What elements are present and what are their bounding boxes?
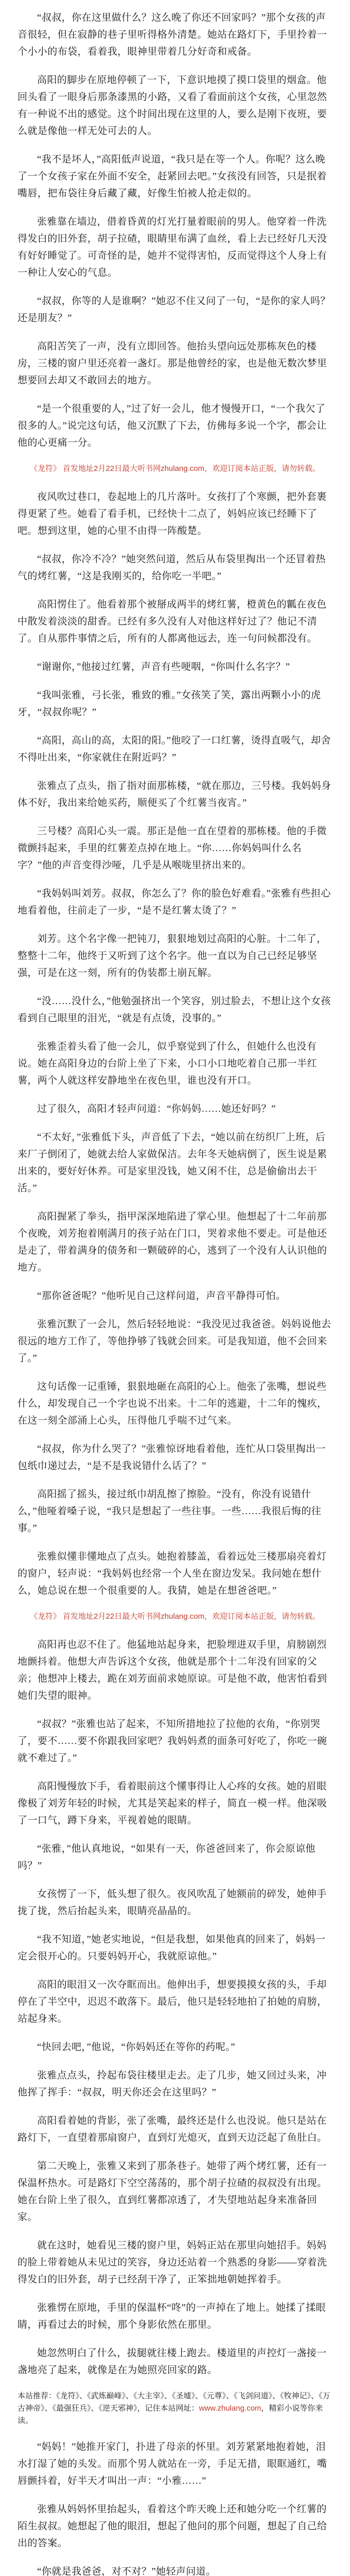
promo-link[interactable]: www.zhulang.com	[199, 2404, 261, 2413]
promo-tail: ，精彩小说等你来读。	[18, 2404, 323, 2425]
paragraph: 女孩愣了一下，低头想了很久。夜风吹乱了她额前的碎发，她伸手拢了拢，然后抬起头来，眼睛亮晶晶的。	[18, 1889, 327, 1917]
paragraph: “快回去吧，”他说，“你妈妈还在等你的药呢。”	[37, 2042, 235, 2053]
paragraph: 张雅似懂非懂地点了点头。她抱着膝盖，看着远处三楼那扇亮着灯的窗户，轻声说：“我妈妈也经常一个人坐在窗边发呆。我问她在想什么，她总说在想一个很重要的人。我猜，她是在想爸爸吧。”	[18, 1551, 327, 1596]
paragraph: 刘芳。这个名字像一把钝刀，狠狠地划过高阳的心脏。十二年了，整整十二年，他终于又听到了这个名字。他一直以为自己已经足够坚强，可是在这一刻，所有的伪装都土崩瓦解。	[18, 934, 327, 978]
paragraph: 高阳愣住了。他看着那个被掰成两半的烤红薯，橙黄色的瓤在夜色中散发着淡淡的甜香。已经有多久没有人对他这样好过了？他记不清了。自从那件事情之后，所有的人都离他远去，连一句问候都没有。	[18, 599, 327, 644]
paragraph: “妈妈！”她推开家门，扑进了母亲的怀里。刘芳紧紧地抱着她，泪水打湿了她的头发。而那个男人就站在一旁，手足无措，眼眶通红，嘴唇颤抖着，好半天才叫出一声：“小雅……”	[18, 2442, 327, 2486]
paragraph: 高阳的脚步在原地停顿了一下，下意识地摸了摸口袋里的烟盒。他回头看了一眼身后那条漆黑的小路，又看了看面前这个女孩，心里忽然有一种说不出的感觉。这个时间出现在这里的人，要么是刚下夜班，要么就是像他一样无处可去的人。	[18, 75, 327, 137]
paragraph: 高阳再也忍不住了。他猛地站起身来，把脸埋进双手里，肩膀剧烈地颤抖着。他想大声告诉这个女孩，他就是那个十二年没有回家的父亲；他想冲上楼去，跪在刘芳面前求她原谅。可是他不敢，他害怕看到她们失望的眼神。	[18, 1639, 327, 1701]
paragraph: 高阳慢慢放下手，看着眼前这个懂事得让人心疼的女孩。她的眉眼像极了刘芳年轻的时候，尤其是笑起来的样子，简直一模一样。他深吸了一口气，蹲下身来，平视着她的眼睛。	[18, 1781, 327, 1826]
paragraph: 她忽然明白了什么，拔腿就往楼上跑去。楼道里的声控灯一盏接一盏地亮了起来，就像是在为她照亮回家的路。	[18, 2348, 327, 2376]
paragraph: 张雅从妈妈怀里抬起头，看着这个昨天晚上还和她分吃一个红薯的陌生叔叔。她想起了他的眼泪，想起了他问的那个问题，想起了自己给出的答案。	[18, 2504, 327, 2549]
paragraph: 过了很久，高阳才轻声问道：“你妈妈……她还好吗？”	[37, 1104, 276, 1114]
paragraph: 这句话像一记重锤，狠狠地砸在高阳的心上。他张了张嘴，想说些什么，却发现自己一个字也说不出来。十二年的逃避，十二年的愧疚，在这一刻全部涌上心头，压得他几乎喘不过气来。	[18, 1381, 327, 1426]
paragraph: “不太好，”张雅低下头，声音低了下去，“她以前在纺织厂上班，后来厂子倒闭了，她就去给人家做保洁。去年冬天她病倒了，医生说是累出来的，要好好休养。可是家里没钱，她又闲不住，总是偷偷出去干活。”	[18, 1132, 327, 1194]
paragraph: “没……没什么，”他勉强挤出一个笑容，别过脸去，不想让这个女孩看到自己眼里的泪光，“就是有点烫，没事的。”	[18, 996, 331, 1024]
paragraph: 第二天晚上，张雅又来到了那条巷子。她带了两个烤红薯，还有一保温杯热水。可是路灯下空空荡荡的，那个胡子拉碴的叔叔没有出现。她在台阶上坐了很久，直到红薯都凉透了，才失望地站起身来准备回家。	[18, 2161, 327, 2223]
paragraph: “叔叔，你冷不冷？”她突然问道，然后从布袋里掏出一个还冒着热气的烤红薯，“这是我刚买的，给你吃一半吧。”	[18, 554, 326, 582]
paragraph: 张雅歪着头看了他一会儿，似乎察觉到了什么，但她什么也没有说。她在高阳身边的台阶上坐了下来，小口小口地吃着自己那一半红薯，两个人就这样安静地坐在夜色里，谁也没有开口。	[18, 1041, 318, 1086]
paragraph: “是一个很重要的人，”过了好一会儿，他才慢慢开口，“一个我欠了很多的人。”说完这句话，他又沉默了下去，仿佛每多说一个字，都会让他的心更痛一分。	[18, 403, 327, 448]
paragraph: “高阳，高山的高，太阳的阳。”他咬了一口红薯，烫得直吸气，却舍不得吐出来，“你家就住在附近吗？”	[18, 735, 331, 763]
paragraph: “叔叔？”张雅也站了起来，不知所措地拉了拉他的衣角，“你别哭了，要不……要不你跟我回家吧？我妈妈煮的面条可好吃了，你吃一碗就不难过了。”	[18, 1719, 327, 1764]
paragraph: 张雅靠在墙边，借着昏黄的灯光打量着眼前的男人。他穿着一件洗得发白的旧外套，胡子拉碴，眼睛里布满了血丝，看上去已经好几天没有好好睡觉了。可奇怪的是，她并不觉得害怕，反而觉得这个人身上有一种让人安心的气息。	[18, 216, 327, 278]
paragraph: “叔叔，你为什么哭了？”张雅惊讶地看着他，连忙从口袋里掏出一包纸巾递过去，“是不是我说错什么话了？”	[18, 1444, 326, 1471]
paragraph: “叔叔，你等的人是谁啊？”她忍不住又问了一句，“是你的家人吗？还是朋友？”	[18, 296, 330, 324]
paragraph: 张雅沉默了一会儿，然后轻轻地说：“我没见过我爸爸。妈妈说他去很远的地方工作了，等他挣够了钱就会回来。可是我知道，他不会回来了。”	[18, 1319, 331, 1364]
source-notice: 《龙符》 首发地址2月22日最大听书网zhulang.com，欢迎订阅本站正版，请勿转载。	[29, 464, 321, 473]
paragraph: 就在这时，她看见三楼的窗户里，妈妈正站在那里向她招手。妈妈的脸上带着她从未见过的笑容，身边还站着一个熟悉的身影——穿着洗得发白的旧外套，胡子已经刮干净了，正笨拙地朝她挥着手。	[18, 2240, 327, 2285]
paragraph: “叔叔，你在这里做什么？这么晚了你还不回家吗？”那个女孩的声音很轻，但在寂静的巷子里听得格外清楚。她站在路灯下，手里拎着一个小小的布袋，看着我，眼神里带着几分好奇和戒备。	[18, 12, 327, 57]
paragraph: “我不是坏人，”高阳低声说道，“我只是在等一个人。你呢？这么晚了一个女孩子家在外面不安全，赶紧回去吧。”女孩没有回答，只是抿着嘴唇，把布袋往身后藏了藏，好像生怕被人抢走似的。	[18, 154, 327, 199]
paragraph: “你就是我爸爸，对不对？”她轻声问道。	[37, 2566, 216, 2576]
paragraph: “张雅，”他认真地说，“如果有一天，你爸爸回来了，你会原谅他吗？”	[18, 1843, 316, 1871]
paragraph: 高阳苦笑了一声，没有立即回答。他抬头望向远处那栋灰色的楼房，三楼的窗户里还亮着一盏灯。那是他曾经的家，也是他无数次梦里想要回去却又不敢回去的地方。	[18, 341, 327, 386]
paragraph: 高阳的眼泪又一次夺眶而出。他伸出手，想要摸摸女孩的头，手却停在了半空中，迟迟不敢落下。最后，他只是轻轻地拍了拍她的肩膀，站起身来。	[18, 1979, 327, 2024]
paragraph: “那你爸爸呢？”他听见自己这样问道，声音平静得可怕。	[37, 1291, 286, 1301]
site-promo	[18, 2390, 332, 2427]
paragraph: 高阳摇了摇头，接过纸巾胡乱擦了擦脸。“没有，你没有说错什么，”他哑着嗓子说，“我只是想起了一些往事。一些……我很后悔的往事。”	[18, 1489, 322, 1534]
source-notice: 《龙符》 首发地址2月22日最大听书网zhulang.com，欢迎订阅本站正版，请勿转载。	[29, 1612, 321, 1621]
paragraph: 张雅点点头，拎起布袋往楼里走去。走了几步，她又回过头来，冲他挥了挥手：“叔叔，明天你还会在这里吗？”	[18, 2070, 327, 2098]
paragraph: 张雅愣在原地，手里的保温杯“咚”的一声掉在了地上。她揉了揉眼睛，再看过去的时候，那个身影依然在那里。	[18, 2302, 326, 2330]
paragraph: “谢谢你，”他接过红薯，声音有些哽咽，“你叫什么名字？”	[37, 662, 290, 672]
promo-text: 本站推荐：《龙符》、《武炼巅峰》、《大主宰》、《圣墟》、《元尊》、《飞剑问道》、《牧神记》、《万古神帝》、《最强狂兵》、《逆天邪神》，记住本站网址：	[18, 2392, 330, 2413]
paragraph: “我不知道，”她老实地说，“但是我想，如果他真的回来了，妈妈一定会很开心的。只要妈妈开心，我就原谅他。”	[18, 1934, 326, 1962]
paragraph: 张雅点了点头，指了指对面那栋楼，“就在那边，三号楼。我妈妈身体不好，我出来给她买药，顺便买了个红薯当夜宵。”	[18, 781, 331, 808]
paragraph: 高阳握紧了拳头，指甲深深地陷进了掌心里。他想起了十二年前那个夜晚，刘芳抱着刚满月的孩子站在门口，哭着求他不要走。可是他还是走了，带着满身的债务和一颗破碎的心，逃到了一个没有人认识他的地方。	[18, 1211, 327, 1273]
paragraph: “我妈妈叫刘芳。叔叔，你怎么了？你的脸色好难看。”张雅有些担心地看着他，往前走了一步，“是不是红薯太烫了？”	[18, 888, 331, 916]
paragraph: 夜风吹过巷口，卷起地上的几片落叶。女孩打了个寒颤，把外套裹得更紧了些。她看了看手机，已经快十二点了，妈妈应该已经睡下了吧。想到这里，她的心里不由得一阵酸楚。	[18, 492, 327, 536]
chapter-body	[18, 9, 332, 2576]
paragraph: “我叫张雅，弓长张，雅致的雅。”女孩笑了笑，露出两颗小小的虎牙，“叔叔你呢？”	[18, 690, 321, 718]
paragraph: 高阳看着她的背影，张了张嘴，最终还是什么也没说。他只是站在路灯下，一直望着那扇窗户，直到灯光熄灭，直到天边泛起了鱼肚白。	[18, 2115, 327, 2143]
paragraph: 三号楼？高阳心头一震。那正是他一直在望着的那栋楼。他的手微微颤抖起来，手里的红薯差点掉在地上。“你……你妈妈叫什么名字？”他的声音变得沙哑，几乎是从喉咙里挤出来的。	[18, 826, 327, 871]
